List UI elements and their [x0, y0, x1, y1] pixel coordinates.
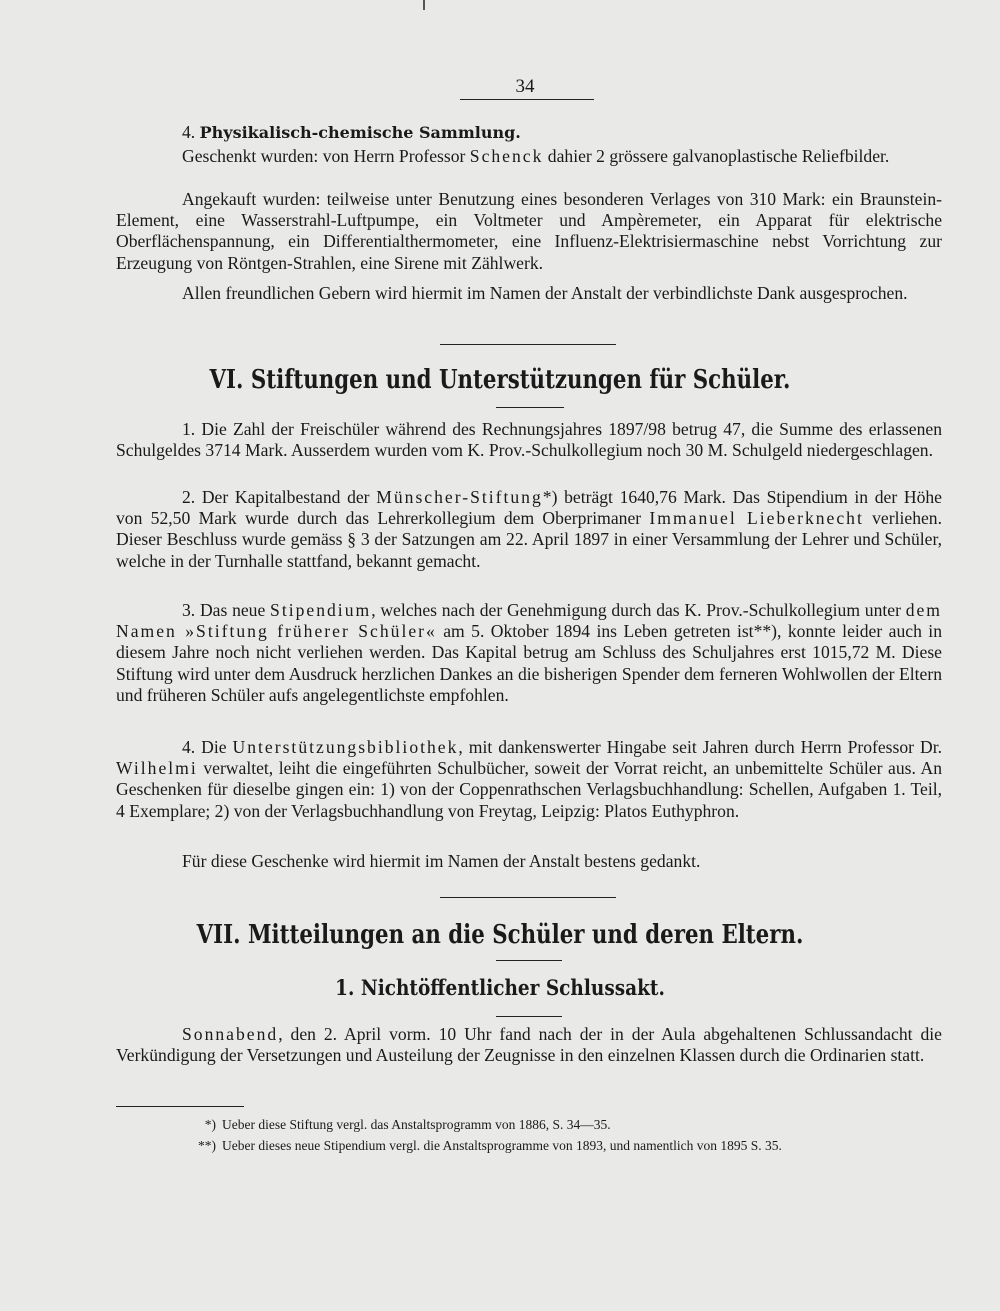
footnote: **) Ueber dieses neue Stipendium vergl. die Anstaltsprogramme von 1893, und namentlich von 1895 S. 35. — [198, 1138, 782, 1153]
chapter-6-paragraph-2: 2. Der Kapitalbestand der Münscher-Stiftung*) beträgt 1640,76 Mark. Das Stipendium in der Höhe von 52,50 Mark wurde durch das Lehrerkollegium dem Oberprimaner Immanuel Lieberknecht verliehen. Dieser Beschluss wurde gemäss § 3 der Satzungen am 22. April 1897 in einer Versammlung der Lehrer und Schüler, welche in der Turnhalle stattfand, bekannt gemacht. — [116, 487, 942, 571]
chapter-6-paragraph-4: 4. Die Unterstützungsbibliothek, mit dankenswerter Hingabe seit Jahren durch Herrn Professor Dr. Wilhelmi verwaltet, leiht die eingeführten Schulbücher, soweit der Vorrat reicht, an unbemittelte Schüler aus. An Geschenken für dieselbe gingen ein: 1) von der Coppenrathschen Verlagsbuchhandlung: Schellen, Aufgaben 1. Teil, 4 Exemplare; 2) von der Verlagsbuchhandlung von Freytag, Leipzig: Platos Euthyphron. — [116, 737, 942, 821]
divider-rule — [440, 344, 616, 345]
chapter-7-title: VII. Mitteilungen an die Schüler und deren Eltern. — [196, 920, 804, 950]
chapter-6-title: VI. Stiftungen und Unterstützungen für Schüler. — [209, 365, 791, 395]
section-4-purchase: Angekauft wurden: teilweise unter Benutzung eines besonderen Verlages von 310 Mark: ein Braunstein-Element, eine Wasserstrahl-Luftpumpe, ein Voltmeter und Ampèremeter, ein Apparat für elektrische Oberflächenspannung, ein Differentialthermometer, eine Influenz-Elektrisiermaschine nebst Vorrichtung zur Erzeugung von Röntgen-Strahlen, eine Sirene mit Zählwerk. — [116, 189, 942, 273]
footnote: *) Ueber diese Stiftung vergl. das Anstaltsprogramm von 1886, S. 34—35. — [204, 1117, 611, 1132]
chapter-7-paragraph-1: Sonnabend, den 2. April vorm. 10 Uhr fand nach der in der Aula abgehaltenen Schlussandacht die Verkündigung der Versetzungen und Austeilung der Zeugnisse in den einzelnen Klassen durch die Ordinarien statt. — [116, 1024, 942, 1066]
section-4-thanks: Allen freundlichen Gebern wird hiermit im Namen der Anstalt der verbindlichste Dank ausgesprochen. — [182, 283, 908, 303]
chapter-6-paragraph-1: 1. Die Zahl der Freischüler während des Rechnungsjahres 1897/98 betrug 47, die Summe des erlassenen Schulgeldes 3714 Mark. Ausserdem wurden vom K. Prov.-Schulkollegium noch 30 M. Schulgeld niedergeschlagen. — [116, 419, 942, 461]
divider-rule — [440, 897, 616, 898]
section-4-title: Physikalisch-chemische Sammlung. — [199, 123, 521, 142]
footnote-rule — [116, 1106, 244, 1107]
scan-mark — [423, 0, 425, 10]
header-rule — [460, 99, 594, 100]
chapter-7-subtitle: 1. Nichtöffentlicher Schlussakt. — [335, 975, 665, 1000]
divider-rule — [496, 960, 562, 961]
divider-rule — [496, 407, 564, 408]
page-number: 34 — [515, 76, 535, 97]
section-4-gift: Geschenkt wurden: von Herrn Professor Schenck dahier 2 grössere galvanoplastische Reliefbilder. — [182, 146, 890, 166]
chapter-6-paragraph-5: Für diese Geschenke wird hiermit im Namen der Anstalt bestens gedankt. — [182, 851, 701, 871]
divider-rule — [496, 1016, 562, 1017]
section-4-title-line: 4. Physikalisch-chemische Sammlung. — [182, 122, 521, 142]
chapter-6-paragraph-3: 3. Das neue Stipendium, welches nach der Genehmigung durch das K. Prov.-Schulkollegium unter dem Namen »Stiftung früherer Schüler« am 5. Oktober 1894 ins Leben getreten ist**), konnte leider auch in diesem Jahre noch nicht verliehen werden. Das Kapital betrug am Schluss des Schuljahres erst 1015,72 M. Diese Stiftung wird unter dem Ausdruck herzlichen Dankes an die bisherigen Spender dem ferneren Wohlwollen der Eltern und früheren Schüler aufs angelegentlichste empfohlen. — [116, 600, 942, 705]
